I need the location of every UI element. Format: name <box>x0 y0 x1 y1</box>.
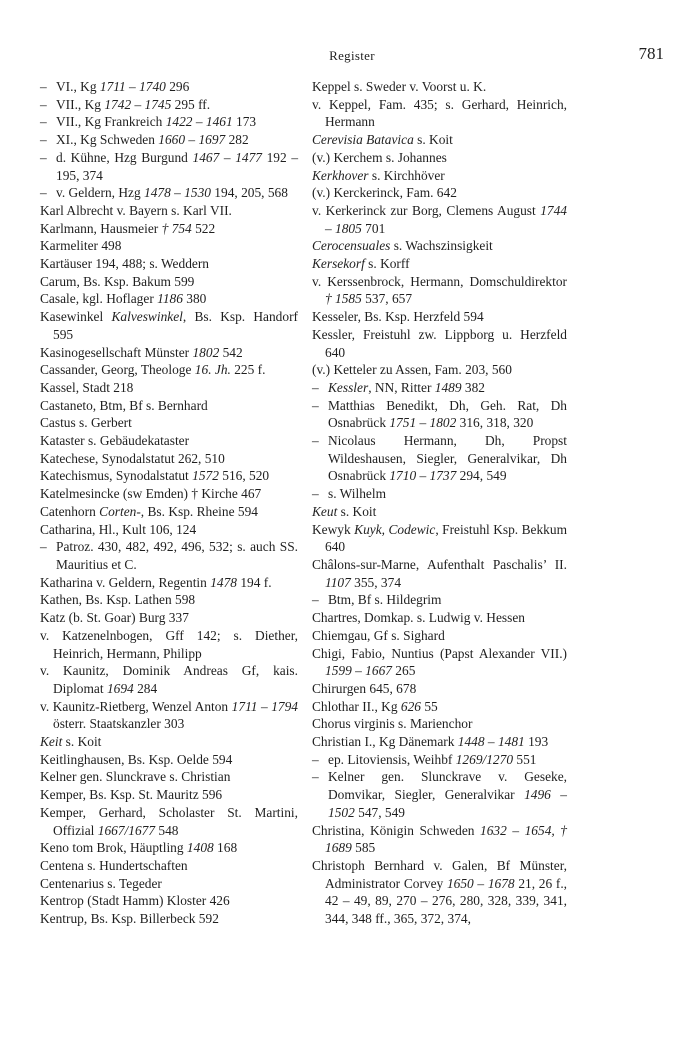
subentry-text: Btm, Bf s. Hildegrim <box>328 592 442 608</box>
index-entry: Kesseler, Bs. Ksp. Herzfeld 594 <box>312 309 484 325</box>
index-entry: v. Kerssenbrock, Hermann, Domschuldirektor † 1585 537, 657 <box>312 273 567 307</box>
index-subentry <box>312 751 567 769</box>
subentry-dash: – <box>40 114 47 130</box>
subentry-dash: – <box>312 486 319 502</box>
index-entry: Karl Albrecht v. Bayern s. Karl VII. <box>40 202 232 218</box>
page-number: 781 <box>638 44 664 63</box>
index-entry: v. Kerkerinck zur Borg, Clemens August 1744 – 1805 701 <box>312 202 567 236</box>
index-entry: Castaneto, Btm, Bf s. Bernhard <box>40 397 208 413</box>
index-entry: Centena s. Hundertschaften <box>40 857 188 873</box>
subentry-dash: – <box>312 379 319 395</box>
subentry-text: Nicolaus Hermann, Dh, Propst Wildeshausen, Siegler, Generalvikar, Dh Osnabrück 1710 – 1737 294, 549 <box>328 433 567 484</box>
index-entry: Cassander, Georg, Theologe 16. Jh. 225 f. <box>40 362 266 378</box>
index-entry: Katelmesincke (sw Emden) † Kirche 467 <box>40 486 262 502</box>
index-entry: Katechismus, Synodalstatut 1572 516, 520 <box>40 468 270 484</box>
index-entry: Karlmann, Hausmeier † 754 522 <box>40 220 216 236</box>
subentry-text: Matthias Benedikt, Dh, Geh. Rat, Dh Osnabrück 1751 – 1802 316, 318, 320 <box>328 397 567 431</box>
index-entry: Christina, Königin Schweden 1632 – 1654, † 1689 585 <box>312 822 567 856</box>
index-entry: Catenhorn Corten-, Bs. Ksp. Rheine 594 <box>40 503 258 519</box>
index-entry: Chartres, Domkap. s. Ludwig v. Hessen <box>312 610 525 626</box>
index-subentry <box>312 768 567 821</box>
index-entry: Cerevisia Batavica s. Koit <box>312 132 453 148</box>
subentry-text: s. Wilhelm <box>328 486 386 502</box>
subentry-dash: – <box>40 132 47 148</box>
index-entry: v. Keppel, Fam. 435; s. Gerhard, Heinrich, Hermann <box>312 96 567 130</box>
index-subentry <box>40 131 298 149</box>
index-entry: Katechese, Synodalstatut 262, 510 <box>40 450 225 466</box>
index-subentry <box>40 113 298 131</box>
subentry-text: Kessler, NN, Ritter 1489 382 <box>328 379 485 395</box>
index-entry: Chiemgau, Gf s. Sighard <box>312 627 445 643</box>
subentry-text: v. Geldern, Hzg 1478 – 1530 194, 205, 568 <box>56 185 288 201</box>
index-entry: (v.) Kerckerinck, Fam. 642 <box>312 185 457 201</box>
subentry-dash: – <box>40 96 47 112</box>
index-entry: Cerocensuales s. Wachszinsigkeit <box>312 238 493 254</box>
index-entry: Castus s. Gerbert <box>40 415 132 431</box>
index-subentry <box>40 96 298 114</box>
index-entry: Kataster s. Gebäudekataster <box>40 433 190 449</box>
subentry-dash: – <box>312 592 319 608</box>
index-entry: Kasewinkel Kalveswinkel, Bs. Ksp. Handorf 595 <box>40 309 298 342</box>
index-subentry <box>40 538 298 573</box>
index-entry: Kathen, Bs. Ksp. Lathen 598 <box>40 592 196 608</box>
index-entry: Centenarius s. Tegeder <box>40 875 162 891</box>
subentry-dash: – <box>312 433 319 449</box>
index-entry: (v.) Kerchem s. Johannes <box>312 149 447 165</box>
index-entry: Chlothar II., Kg 626 55 <box>312 698 438 714</box>
index-subentry <box>312 485 567 503</box>
subentry-text: Patroz. 430, 482, 492, 496, 532; s. auch SS. Mauritius et C. <box>56 539 298 572</box>
subentry-dash: – <box>312 769 319 785</box>
index-entry: Keut s. Koit <box>312 503 377 519</box>
subentry-dash: – <box>40 79 47 94</box>
index-entry: Carum, Bs. Ksp. Bakum 599 <box>40 273 195 289</box>
subentry-text: VII., Kg 1742 – 1745 295 ff. <box>56 96 211 112</box>
index-entry: Catharina, Hl., Kult 106, 124 <box>40 521 197 537</box>
index-entry: Keitlinghausen, Bs. Ksp. Oelde 594 <box>40 751 233 767</box>
index-entry: Keit s. Koit <box>40 734 102 750</box>
subentry-dash: – <box>40 539 47 555</box>
index-entry: Châlons-sur-Marne, Aufenthalt Paschalis’ II. 1107 355, 374 <box>312 556 567 590</box>
index-entry: Kerkhover s. Kirchhöver <box>312 167 445 183</box>
subentry-dash: – <box>40 185 47 201</box>
index-entry: Chirurgen 645, 678 <box>312 680 417 696</box>
index-entry: Kessler, Freistuhl zw. Lippborg u. Herzfeld 640 <box>312 326 567 360</box>
index-entry: Kentrop (Stadt Hamm) Kloster 426 <box>40 893 230 909</box>
index-entry: Casale, kgl. Hoflager 1186 380 <box>40 291 207 307</box>
index-entry: Keppel s. Sweder v. Voorst u. K. <box>312 79 487 94</box>
index-entry: Karmeliter 498 <box>40 238 122 254</box>
subentry-text: XI., Kg Schweden 1660 – 1697 282 <box>56 132 249 148</box>
subentry-text: Kelner gen. Slunckrave v. Geseke, Domvikar, Siegler, Generalvikar 1496 – 1502 547, 549 <box>328 769 567 820</box>
index-subentry <box>312 432 567 485</box>
index-entry: Katharina v. Geldern, Regentin 1478 194 f. <box>40 574 272 590</box>
subentry-dash: – <box>312 397 319 413</box>
index-subentry <box>312 591 567 609</box>
subentry-text: ep. Litoviensis, Weihbf 1269/1270 551 <box>328 751 537 767</box>
index-entry: Kentrup, Bs. Ksp. Billerbeck 592 <box>40 911 219 927</box>
index-entry: Christian I., Kg Dänemark 1448 – 1481 193 <box>312 734 549 750</box>
index-subentry <box>312 397 567 432</box>
index-entry: Kemper, Gerhard, Scholaster St. Martini, Offizial 1667/1677 548 <box>40 804 298 838</box>
index-entry: Kasinogesellschaft Münster 1802 542 <box>40 344 243 360</box>
page-header <box>40 44 664 70</box>
index-entry: Kewyk Kuyk, Codewic, Freistuhl Ksp. Bekkum 640 <box>312 521 567 555</box>
index-entry: Kelner gen. Slunckrave s. Christian <box>40 769 231 785</box>
subentry-dash: – <box>40 149 47 165</box>
index-entry: v. Kaunitz-Rietberg, Wenzel Anton 1711 – 1794 österr. Staatskanzler 303 <box>40 698 298 732</box>
index-subentry <box>40 78 298 96</box>
subentry-text: VI., Kg 1711 – 1740 296 <box>56 79 190 94</box>
index-entry: v. Katzenelnbogen, Gff 142; s. Diether, Heinrich, Hermann, Philipp <box>40 627 298 661</box>
right-column <box>312 78 567 928</box>
index-subentry <box>312 379 567 397</box>
index-entry: Christoph Bernhard v. Galen, Bf Münster, Administrator Corvey 1650 – 1678 21, 26 f., 42 – 49, 89, 270 – 276, 280, 328, 339, 341, 344, 348 ff., 365, 372, 374, <box>312 857 568 927</box>
index-entry: Kassel, Stadt 218 <box>40 379 134 395</box>
index-entry: Kemper, Bs. Ksp. St. Mauritz 596 <box>40 787 223 803</box>
index-entry: (v.) Ketteler zu Assen, Fam. 203, 560 <box>312 362 512 378</box>
subentry-text: VII., Kg Frankreich 1422 – 1461 173 <box>56 114 257 130</box>
index-entry: Katz (b. St. Goar) Burg 337 <box>40 610 189 626</box>
index-entry: Kartäuser 194, 488; s. Weddern <box>40 256 209 272</box>
index-entry: v. Kaunitz, Dominik Andreas Gf, kais. Diplomat 1694 284 <box>40 663 298 696</box>
index-entry: Keno tom Brok, Häuptling 1408 168 <box>40 840 238 856</box>
index-entry: Kersekorf s. Korff <box>312 256 410 272</box>
running-title: Register <box>329 48 375 63</box>
index-entry: Chigi, Fabio, Nuntius (Papst Alexander VII.) 1599 – 1667 265 <box>312 645 567 679</box>
index-subentry <box>40 184 298 202</box>
index-entry: Chorus virginis s. Marienchor <box>312 716 473 732</box>
subentry-text: d. Kühne, Hzg Burgund 1467 – 1477 192 – 195, 374 <box>56 149 299 183</box>
index-subentry <box>40 149 298 184</box>
subentry-dash: – <box>312 751 319 767</box>
left-column <box>40 78 298 928</box>
